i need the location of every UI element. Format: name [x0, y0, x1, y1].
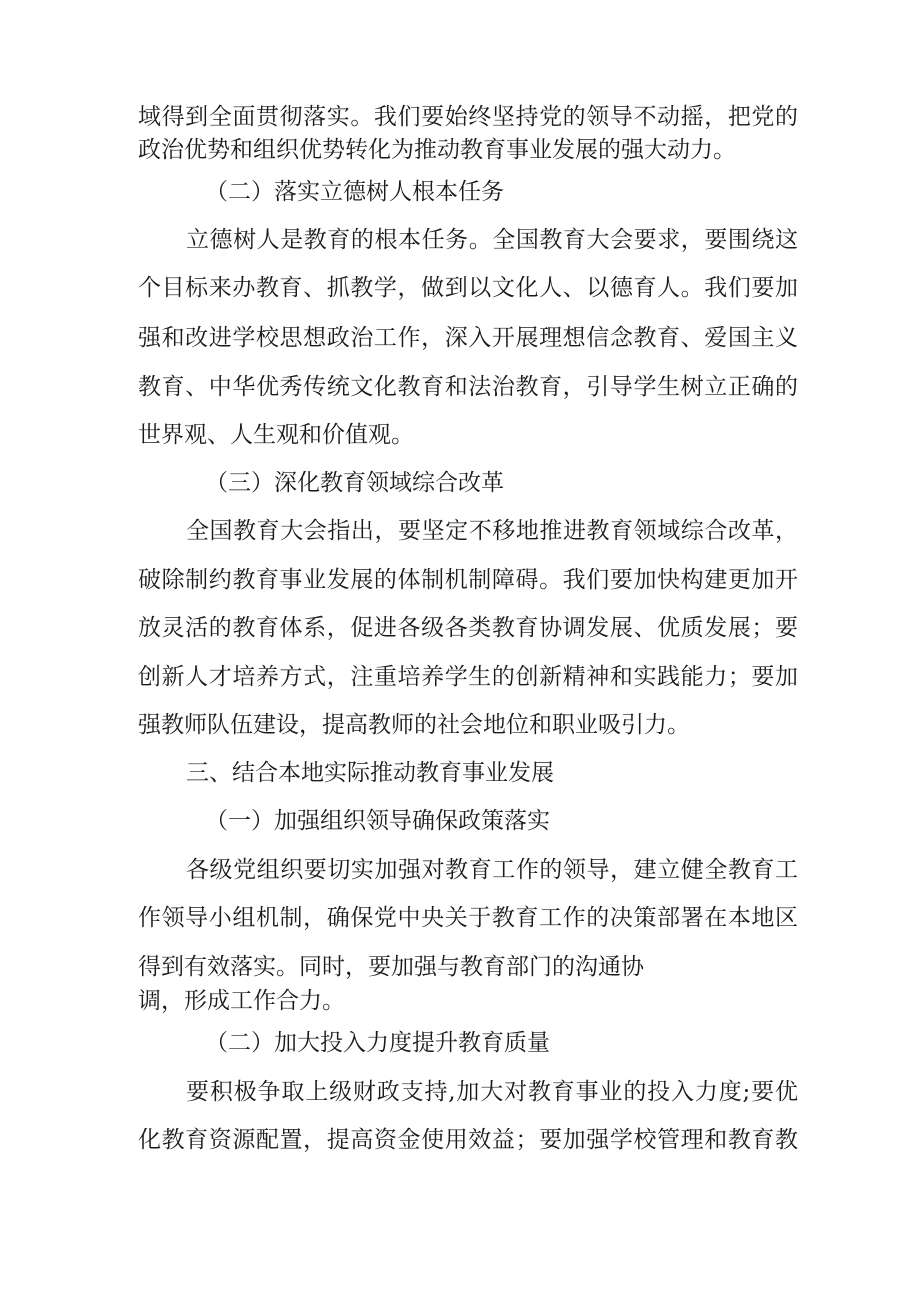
- paragraph-line: 个目标来办教育、抓教学，做到以文化人、以德育人。我们要加: [138, 275, 798, 301]
- paragraph-line: 全国教育大会指出，要坚定不移地推进教育领域综合改革，: [186, 518, 798, 544]
- section-heading: （二）加大投入力度提升教育质量: [205, 1030, 550, 1056]
- paragraph-line: 得到有效落实。同时，要加强与教育部门的沟通协: [138, 954, 644, 980]
- section-heading: （三）深化教育领域综合改革: [205, 470, 504, 496]
- paragraph-line: 教育、中华优秀传统文化教育和法治教育，引导学生树立正确的: [138, 374, 798, 400]
- paragraph-line: 化教育资源配置，提高资金使用效益；要加强学校管理和教育教: [138, 1127, 798, 1153]
- paragraph-line: 调，形成工作合力。: [138, 988, 345, 1014]
- paragraph-line: 立德树人是教育的根本任务。全国教育大会要求，要围绕这: [186, 227, 798, 253]
- paragraph-line: 放灵活的教育体系，促进各级各类教育协调发展、优质发展；要: [138, 615, 798, 641]
- paragraph-line: 创新人才培养方式，注重培养学生的创新精神和实践能力；要加: [138, 664, 798, 690]
- section-heading: （一）加强组织领导确保政策落实: [205, 808, 550, 834]
- paragraph-line: 各级党组织要切实加强对教育工作的领导，建立健全教育工: [186, 857, 798, 883]
- paragraph-line: 要积极争取上级财政支持,加大对教育事业的投入力度;要优: [186, 1079, 798, 1105]
- chapter-heading: 三、结合本地实际推动教育事业发展: [186, 760, 554, 786]
- paragraph-line: 破除制约教育事业发展的体制机制障碍。我们要加快构建更加开: [138, 567, 798, 593]
- section-heading: （二）落实立德树人根本任务: [205, 179, 504, 205]
- paragraph-line: 域得到全面贯彻落实。我们要始终坚持党的领导不动摇，把党的: [138, 104, 798, 130]
- paragraph-line: 作领导小组机制，确保党中央关于教育工作的决策部署在本地区: [138, 905, 798, 931]
- paragraph-line: 政治优势和组织优势转化为推动教育事业发展的强大动力。: [138, 137, 736, 163]
- paragraph-line: 强和改进学校思想政治工作，深入开展理想信念教育、爱国主义: [138, 325, 798, 351]
- paragraph-line: 强教师队伍建设，提高教师的社会地位和职业吸引力。: [138, 712, 690, 738]
- paragraph-line: 世界观、人生观和价值观。: [138, 422, 414, 448]
